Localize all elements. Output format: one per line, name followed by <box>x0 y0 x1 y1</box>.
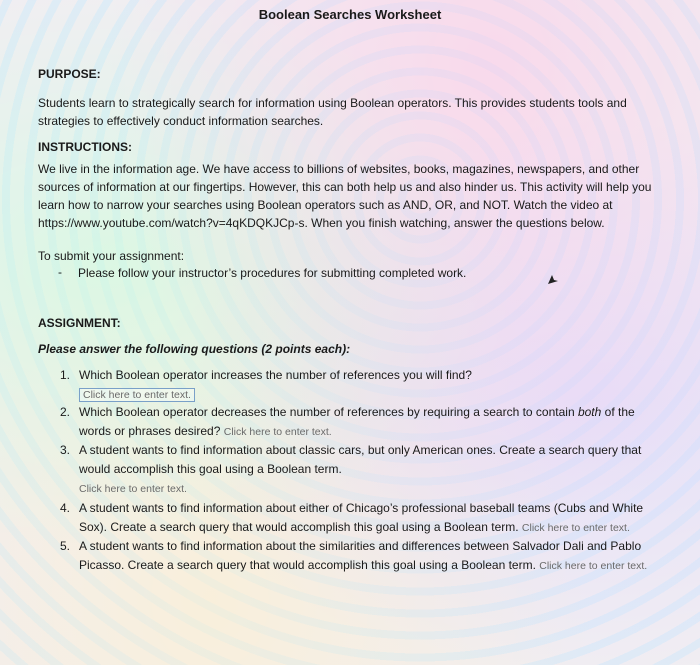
assignment-heading: ASSIGNMENT: <box>38 316 121 330</box>
submit-item: Please follow your instructor’s procedures for submitting completed work. <box>78 266 467 280</box>
purpose-text <box>38 94 668 130</box>
answer-1-field[interactable]: Click here to enter text. <box>79 388 195 402</box>
submit-bullet: - <box>58 265 62 279</box>
instructions-line: sources of information at our fingertips. However, this can both help us and also hinder us. This activity will help you <box>38 180 652 194</box>
instructions-heading: INSTRUCTIONS: <box>38 140 132 154</box>
submit-intro: To submit your assignment: <box>38 249 185 263</box>
answer-2-field[interactable]: Click here to enter text. <box>223 426 332 438</box>
question-1: 1. Which Boolean operator increases the number of references you will find? Click here to enter text. <box>60 368 472 401</box>
question-3: 3. A student wants to find information about classic cars, but only American ones. Create a search query that would accomplish this goal using a Boolean term. Click here to enter text. <box>60 443 642 495</box>
document-title: Boolean Searches Worksheet <box>258 7 442 22</box>
answer-4-field[interactable]: Click here to enter text. <box>521 522 630 534</box>
instructions-text <box>38 160 668 232</box>
purpose-heading: PURPOSE: <box>38 67 101 81</box>
answer-3-field[interactable]: Click here to enter text. <box>79 483 187 495</box>
assignment-instruction: Please answer the following questions (2 points each): <box>38 342 351 356</box>
question-4: 4. A student wants to find information about either of Chicago’s professional baseball teams (Cubs and White Sox). Create a search query that would accomplish this goal using a Boolean term. Click here to enter text. <box>60 501 644 534</box>
instructions-line: learn how to narrow your searches using Boolean operators such as AND, OR, and NOT. Watch the video at <box>38 198 613 212</box>
answer-5-field[interactable]: Click here to enter text. <box>539 560 648 572</box>
purpose-line: Students learn to strategically search for information using Boolean operators. This provides students tools and <box>38 96 627 110</box>
question-2: 2. Which Boolean operator decreases the number of references by requiring a search to contain both of the words or phrases desired? Click here to enter text. <box>60 405 635 438</box>
instructions-line: We live in the information age. We have access to billions of websites, books, magazines, newspapers, and other <box>38 162 640 176</box>
instructions-line: https://www.youtube.com/watch?v=4qKDQKJCp-s. When you finish watching, answer the questions below. <box>38 216 605 230</box>
purpose-line: strategies to effectively conduct information searches. <box>38 114 324 128</box>
question-5: 5. A student wants to find information about the similarities and differences between Salvador Dali and Pablo Picasso. Create a search query that would accomplish this goal using a Boolean term. Click here to enter text. <box>60 539 648 572</box>
mouse-cursor-icon <box>546 272 560 286</box>
